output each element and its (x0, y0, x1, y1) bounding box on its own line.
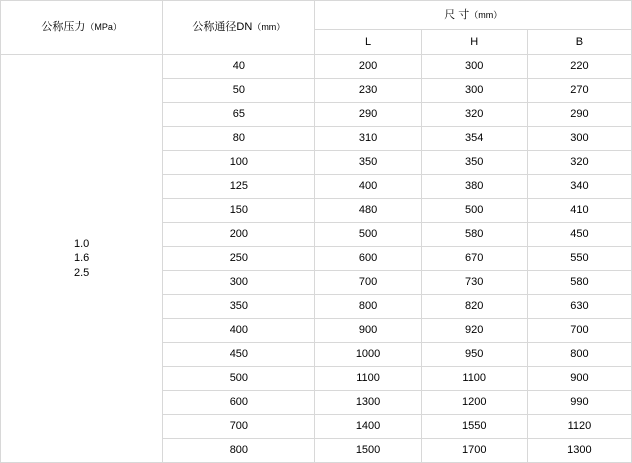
cell-l: 900 (315, 319, 421, 343)
cell-h: 730 (421, 271, 527, 295)
cell-l: 700 (315, 271, 421, 295)
pressure-value-3: 2.5 (73, 266, 90, 279)
header-h: H (421, 30, 527, 55)
cell-h: 670 (421, 247, 527, 271)
cell-l: 600 (315, 247, 421, 271)
header-b: B (527, 30, 631, 55)
header-dimensions (315, 1, 632, 30)
cell-dn: 65 (163, 103, 315, 127)
cell-l: 310 (315, 127, 421, 151)
cell-dn: 80 (163, 127, 315, 151)
cell-dn: 50 (163, 79, 315, 103)
cell-dn: 800 (163, 439, 315, 463)
cell-h: 1700 (421, 439, 527, 463)
cell-b: 410 (527, 199, 631, 223)
cell-b: 1300 (527, 439, 631, 463)
cell-h: 1100 (421, 367, 527, 391)
cell-h: 1200 (421, 391, 527, 415)
cell-h: 300 (421, 79, 527, 103)
pressure-value-2: 1.6 (73, 252, 90, 265)
cell-b: 340 (527, 175, 631, 199)
cell-h: 920 (421, 319, 527, 343)
cell-dn: 450 (163, 343, 315, 367)
cell-h: 300 (421, 55, 527, 79)
header-l: L (315, 30, 421, 55)
cell-dn: 600 (163, 391, 315, 415)
cell-b: 220 (527, 55, 631, 79)
cell-l: 200 (315, 55, 421, 79)
cell-h: 580 (421, 223, 527, 247)
cell-dn: 300 (163, 271, 315, 295)
cell-b: 1120 (527, 415, 631, 439)
header-dimensions-unit: （mm） (469, 9, 503, 20)
cell-b: 550 (527, 247, 631, 271)
pressure-value-1: 1.0 (73, 238, 90, 251)
cell-l: 480 (315, 199, 421, 223)
cell-b: 630 (527, 295, 631, 319)
cell-b: 900 (527, 367, 631, 391)
cell-b: 300 (527, 127, 631, 151)
cell-h: 500 (421, 199, 527, 223)
cell-b: 800 (527, 343, 631, 367)
header-pressure-unit: （MPa） (85, 22, 122, 33)
cell-dn: 100 (163, 151, 315, 175)
cell-b: 320 (527, 151, 631, 175)
cell-l: 230 (315, 79, 421, 103)
cell-b: 290 (527, 103, 631, 127)
cell-dn: 700 (163, 415, 315, 439)
header-dn (163, 1, 315, 55)
cell-h: 320 (421, 103, 527, 127)
cell-h: 950 (421, 343, 527, 367)
cell-h: 350 (421, 151, 527, 175)
cell-l: 500 (315, 223, 421, 247)
cell-dn: 125 (163, 175, 315, 199)
cell-dn: 250 (163, 247, 315, 271)
cell-h: 380 (421, 175, 527, 199)
header-row-main (1, 1, 632, 30)
cell-h: 820 (421, 295, 527, 319)
cell-dn: 40 (163, 55, 315, 79)
cell-b: 700 (527, 319, 631, 343)
cell-l: 1400 (315, 415, 421, 439)
cell-l: 1000 (315, 343, 421, 367)
pressure-values-cell (1, 55, 163, 463)
cell-l: 400 (315, 175, 421, 199)
header-pressure-label: 公称压力 (41, 21, 86, 34)
cell-h: 1550 (421, 415, 527, 439)
cell-b: 450 (527, 223, 631, 247)
cell-b: 580 (527, 271, 631, 295)
cell-h: 354 (421, 127, 527, 151)
cell-dn: 500 (163, 367, 315, 391)
table-row (1, 55, 632, 79)
cell-b: 270 (527, 79, 631, 103)
cell-l: 1500 (315, 439, 421, 463)
header-dn-label: 公称通径DN (192, 21, 253, 34)
cell-dn: 350 (163, 295, 315, 319)
header-dn-unit: （mm） (252, 22, 286, 33)
cell-b: 990 (527, 391, 631, 415)
cell-dn: 400 (163, 319, 315, 343)
cell-l: 1100 (315, 367, 421, 391)
cell-dn: 150 (163, 199, 315, 223)
cell-l: 800 (315, 295, 421, 319)
cell-l: 290 (315, 103, 421, 127)
cell-l: 350 (315, 151, 421, 175)
cell-l: 1300 (315, 391, 421, 415)
header-dimensions-label: 尺 寸 (444, 8, 470, 21)
header-pressure (1, 1, 163, 55)
cell-dn: 200 (163, 223, 315, 247)
